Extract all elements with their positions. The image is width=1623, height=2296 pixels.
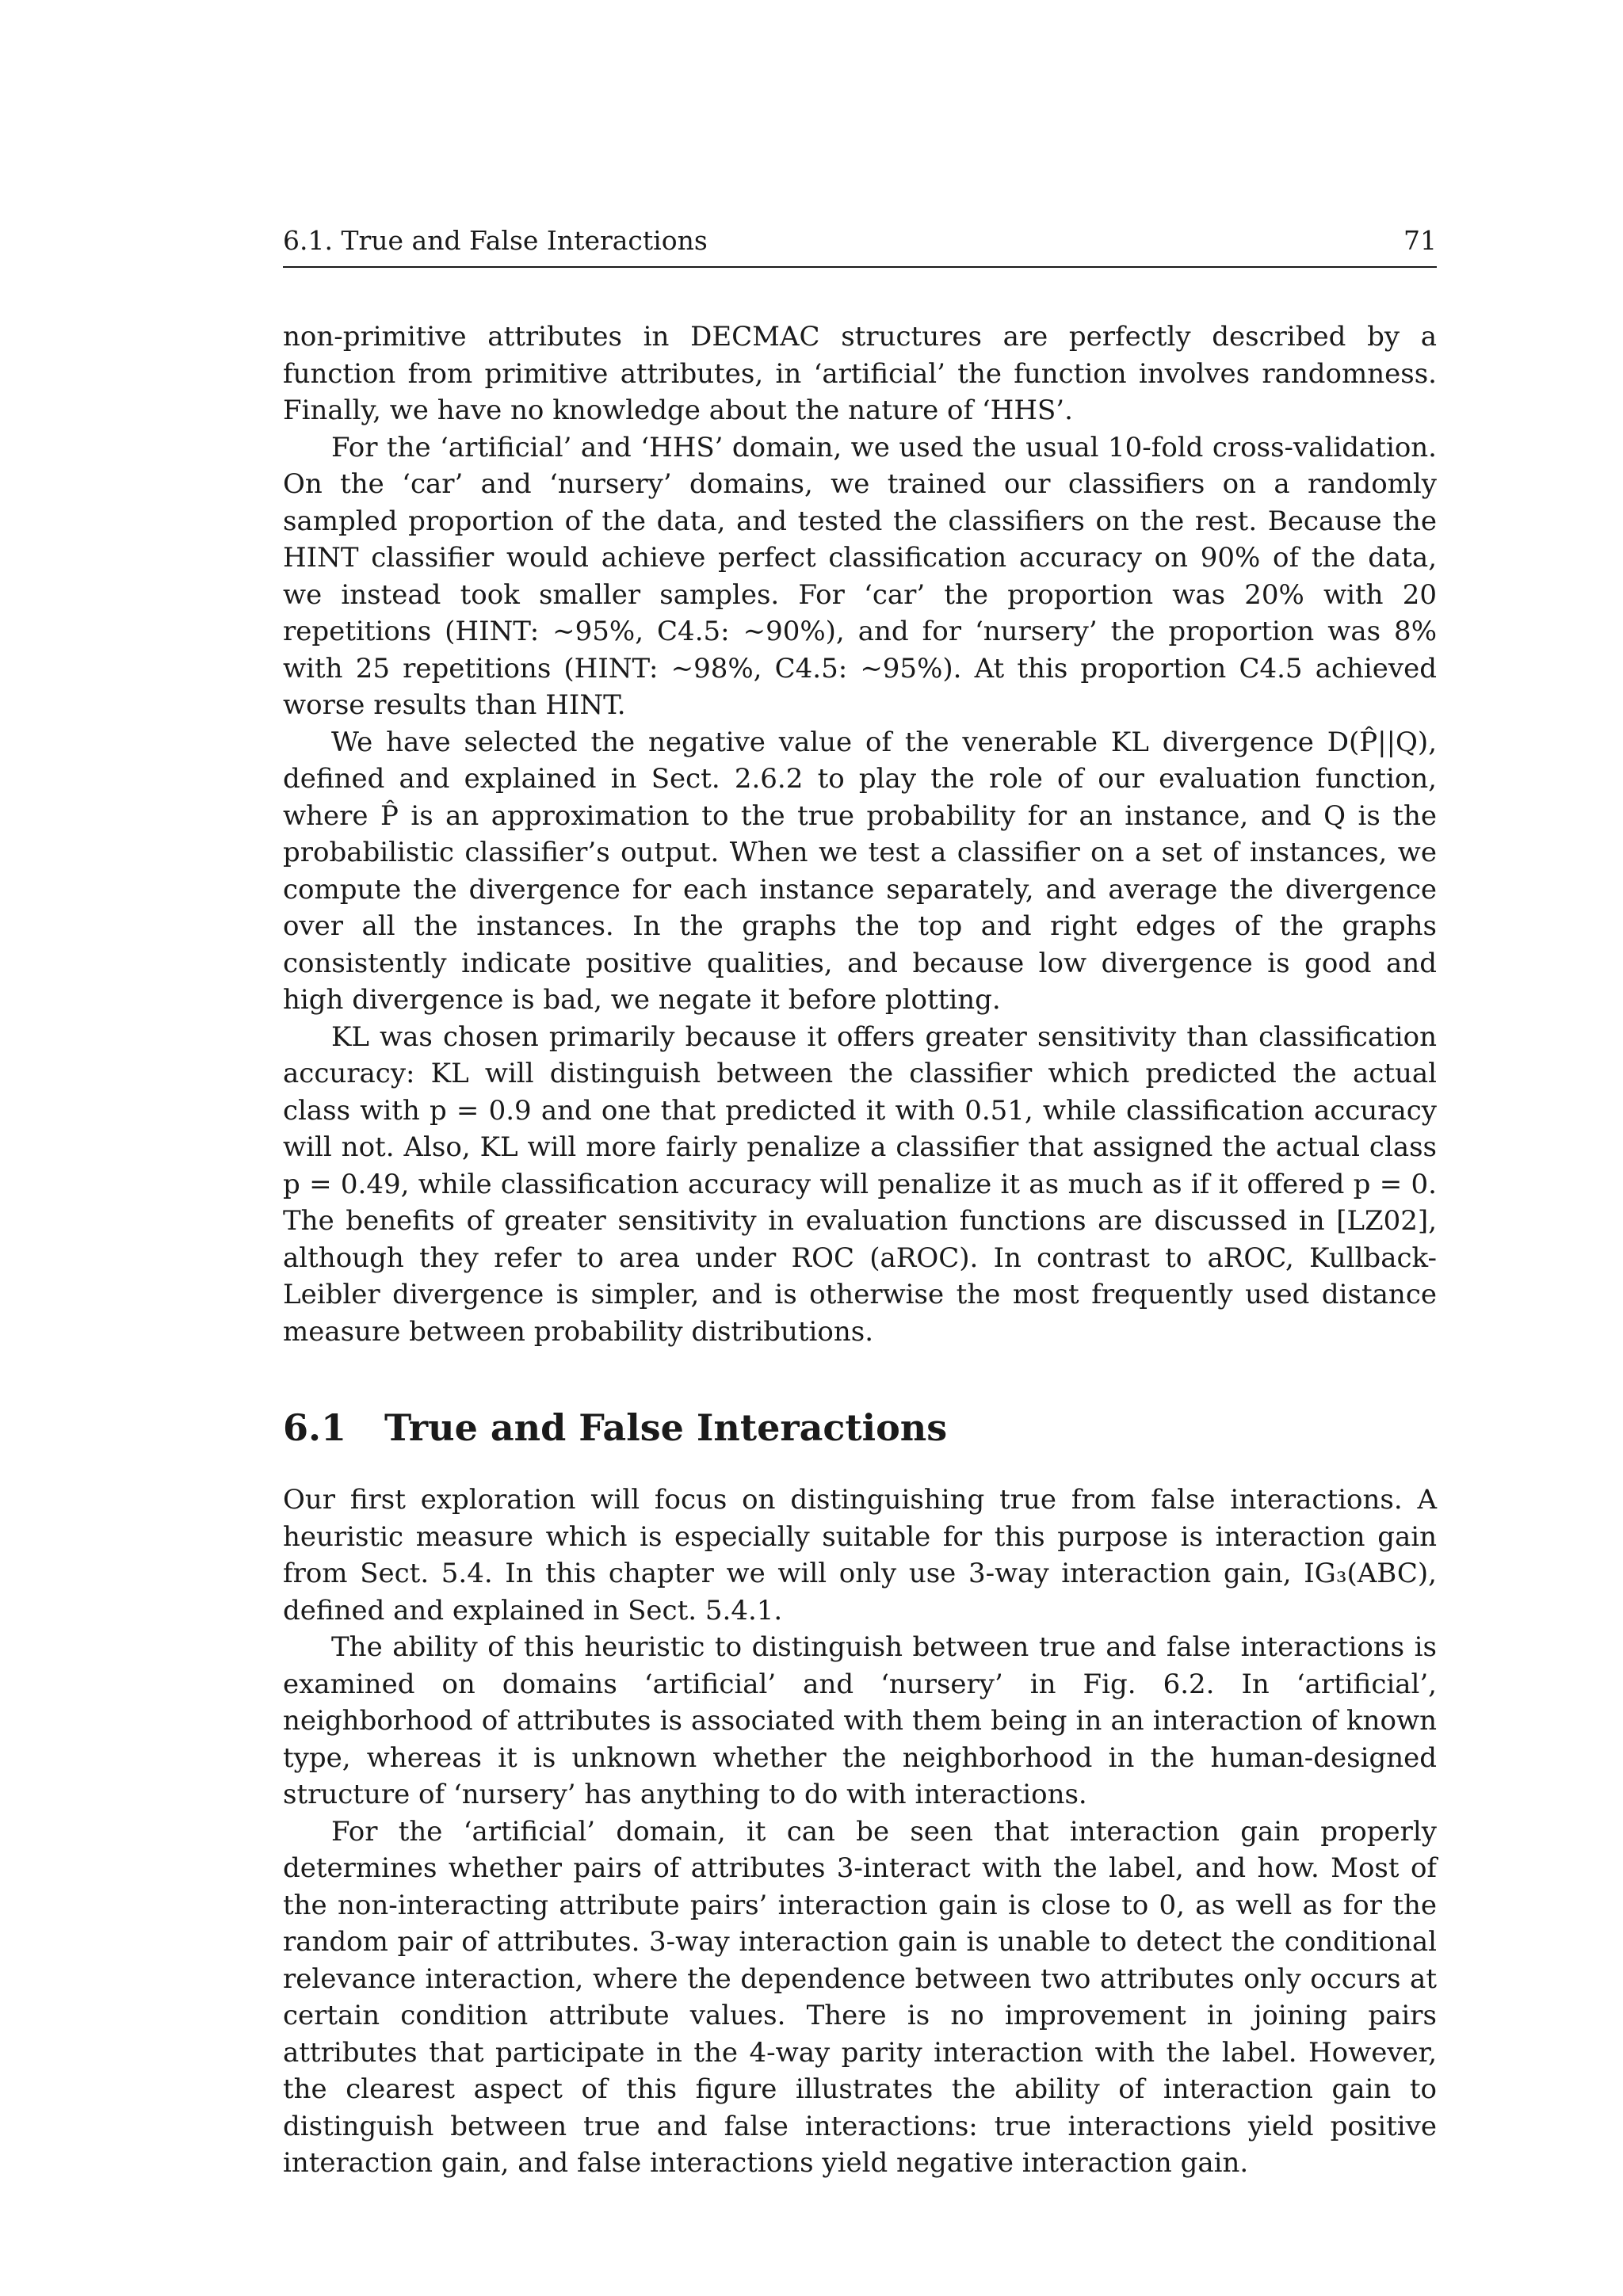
paragraph: Our first exploration will focus on distinguishing true from false interactions. A heuristic measure which is especially suitable for this purpose is interaction gain from Sect. 5.4. In this chapter we will only use 3-way interaction gain, IG₃(ABC), defined and explained in Sect. 5.4.1. <box>283 1484 1437 1627</box>
paragraph: For the ‘artificial’ and ‘HHS’ domain, we used the usual 10-fold cross-validation. On the ‘car’ and ‘nursery’ domains, we trained our classifiers on a randomly sampled proportion of the data, and tested the classifiers on the rest. Because the HINT classifier would achieve perfect classification accuracy on 90% of the data, we instead took smaller samples. For ‘car’ the proportion was 20% with 20 repetitions (HINT: ∼95%, C4.5: ∼90%), and for ‘nursery’ the proportion was 8% with 25 repetitions (HINT: ∼98%, C4.5: ∼95%). At this proportion C4.5 achieved worse results than HINT. <box>283 431 1437 721</box>
running-head-title: 6.1. True and False Interactions <box>283 225 708 256</box>
page-number: 71 <box>1403 225 1437 256</box>
paragraph: We have selected the negative value of the venerable KL divergence D(P̂||Q), defined and explained in Sect. 2.6.2 to play the role of our evaluation function, where P̂ is an approximation to the true probability for an instance, and Q is the probabilistic classifier’s output. When we test a classifier on a set of instances, we compute the divergence for each instance separately, and average the divergence over all the instances. In the graphs the top and right edges of the graphs consistently indicate positive qualities, and because low divergence is good and high divergence is bad, we negate it before plotting. <box>283 726 1437 1016</box>
body-text <box>283 318 1437 2182</box>
section-heading <box>283 1404 1437 1451</box>
paragraph: KL was chosen primarily because it offers greater sensitivity than classification accuracy: KL will distinguish between the classifier which predicted the actual class with p = 0.9 and one that predicted it with 0.51, while classification accuracy will not. Also, KL will more fairly penalize a classifier that assigned the actual class p = 0.49, while classification accuracy will penalize it as much as if it offered p = 0. The benefits of greater sensitivity in evaluation functions are discussed in [LZ02], although they refer to area under ROC (aROC). In contrast to aROC, Kullback-Leibler divergence is simpler, and is otherwise the most frequently used distance measure between probability distributions. <box>283 1020 1437 1348</box>
paragraph: non-primitive attributes in DECMAC structures are perfectly described by a function from primitive attributes, in ‘artificial’ the function involves randomness. Finally, we have no knowledge about the nature of ‘HHS’. <box>283 321 1437 426</box>
document-page <box>283 223 1437 2182</box>
section-number: 6.1 <box>283 1406 347 1449</box>
running-head <box>283 223 1437 268</box>
section-title: True and False Interactions <box>384 1406 948 1449</box>
paragraph: The ability of this heuristic to distinguish between true and false interactions is examined on domains ‘artificial’ and ‘nursery’ in Fig. 6.2. In ‘artificial’, neighborhood of attributes is associated with them being in an interaction of known type, whereas it is unknown whether the neighborhood in the human-designed structure of ‘nursery’ has anything to do with interactions. <box>283 1631 1437 1810</box>
paragraph: For the ‘artificial’ domain, it can be seen that interaction gain properly determines whether pairs of attributes 3-interact with the label, and how. Most of the non-interacting attribute pairs’ interaction gain is close to 0, as well as for the random pair of attributes. 3-way interaction gain is unable to detect the conditional relevance interaction, where the dependence between two attributes only occurs at certain condition attribute values. There is no improvement in joining pairs attributes that participate in the 4-way parity interaction with the label. However, the clearest aspect of this figure illustrates the ability of interaction gain to distinguish between true and false interactions: true interactions yield positive interaction gain, and false interactions yield negative interaction gain. <box>283 1815 1437 2179</box>
